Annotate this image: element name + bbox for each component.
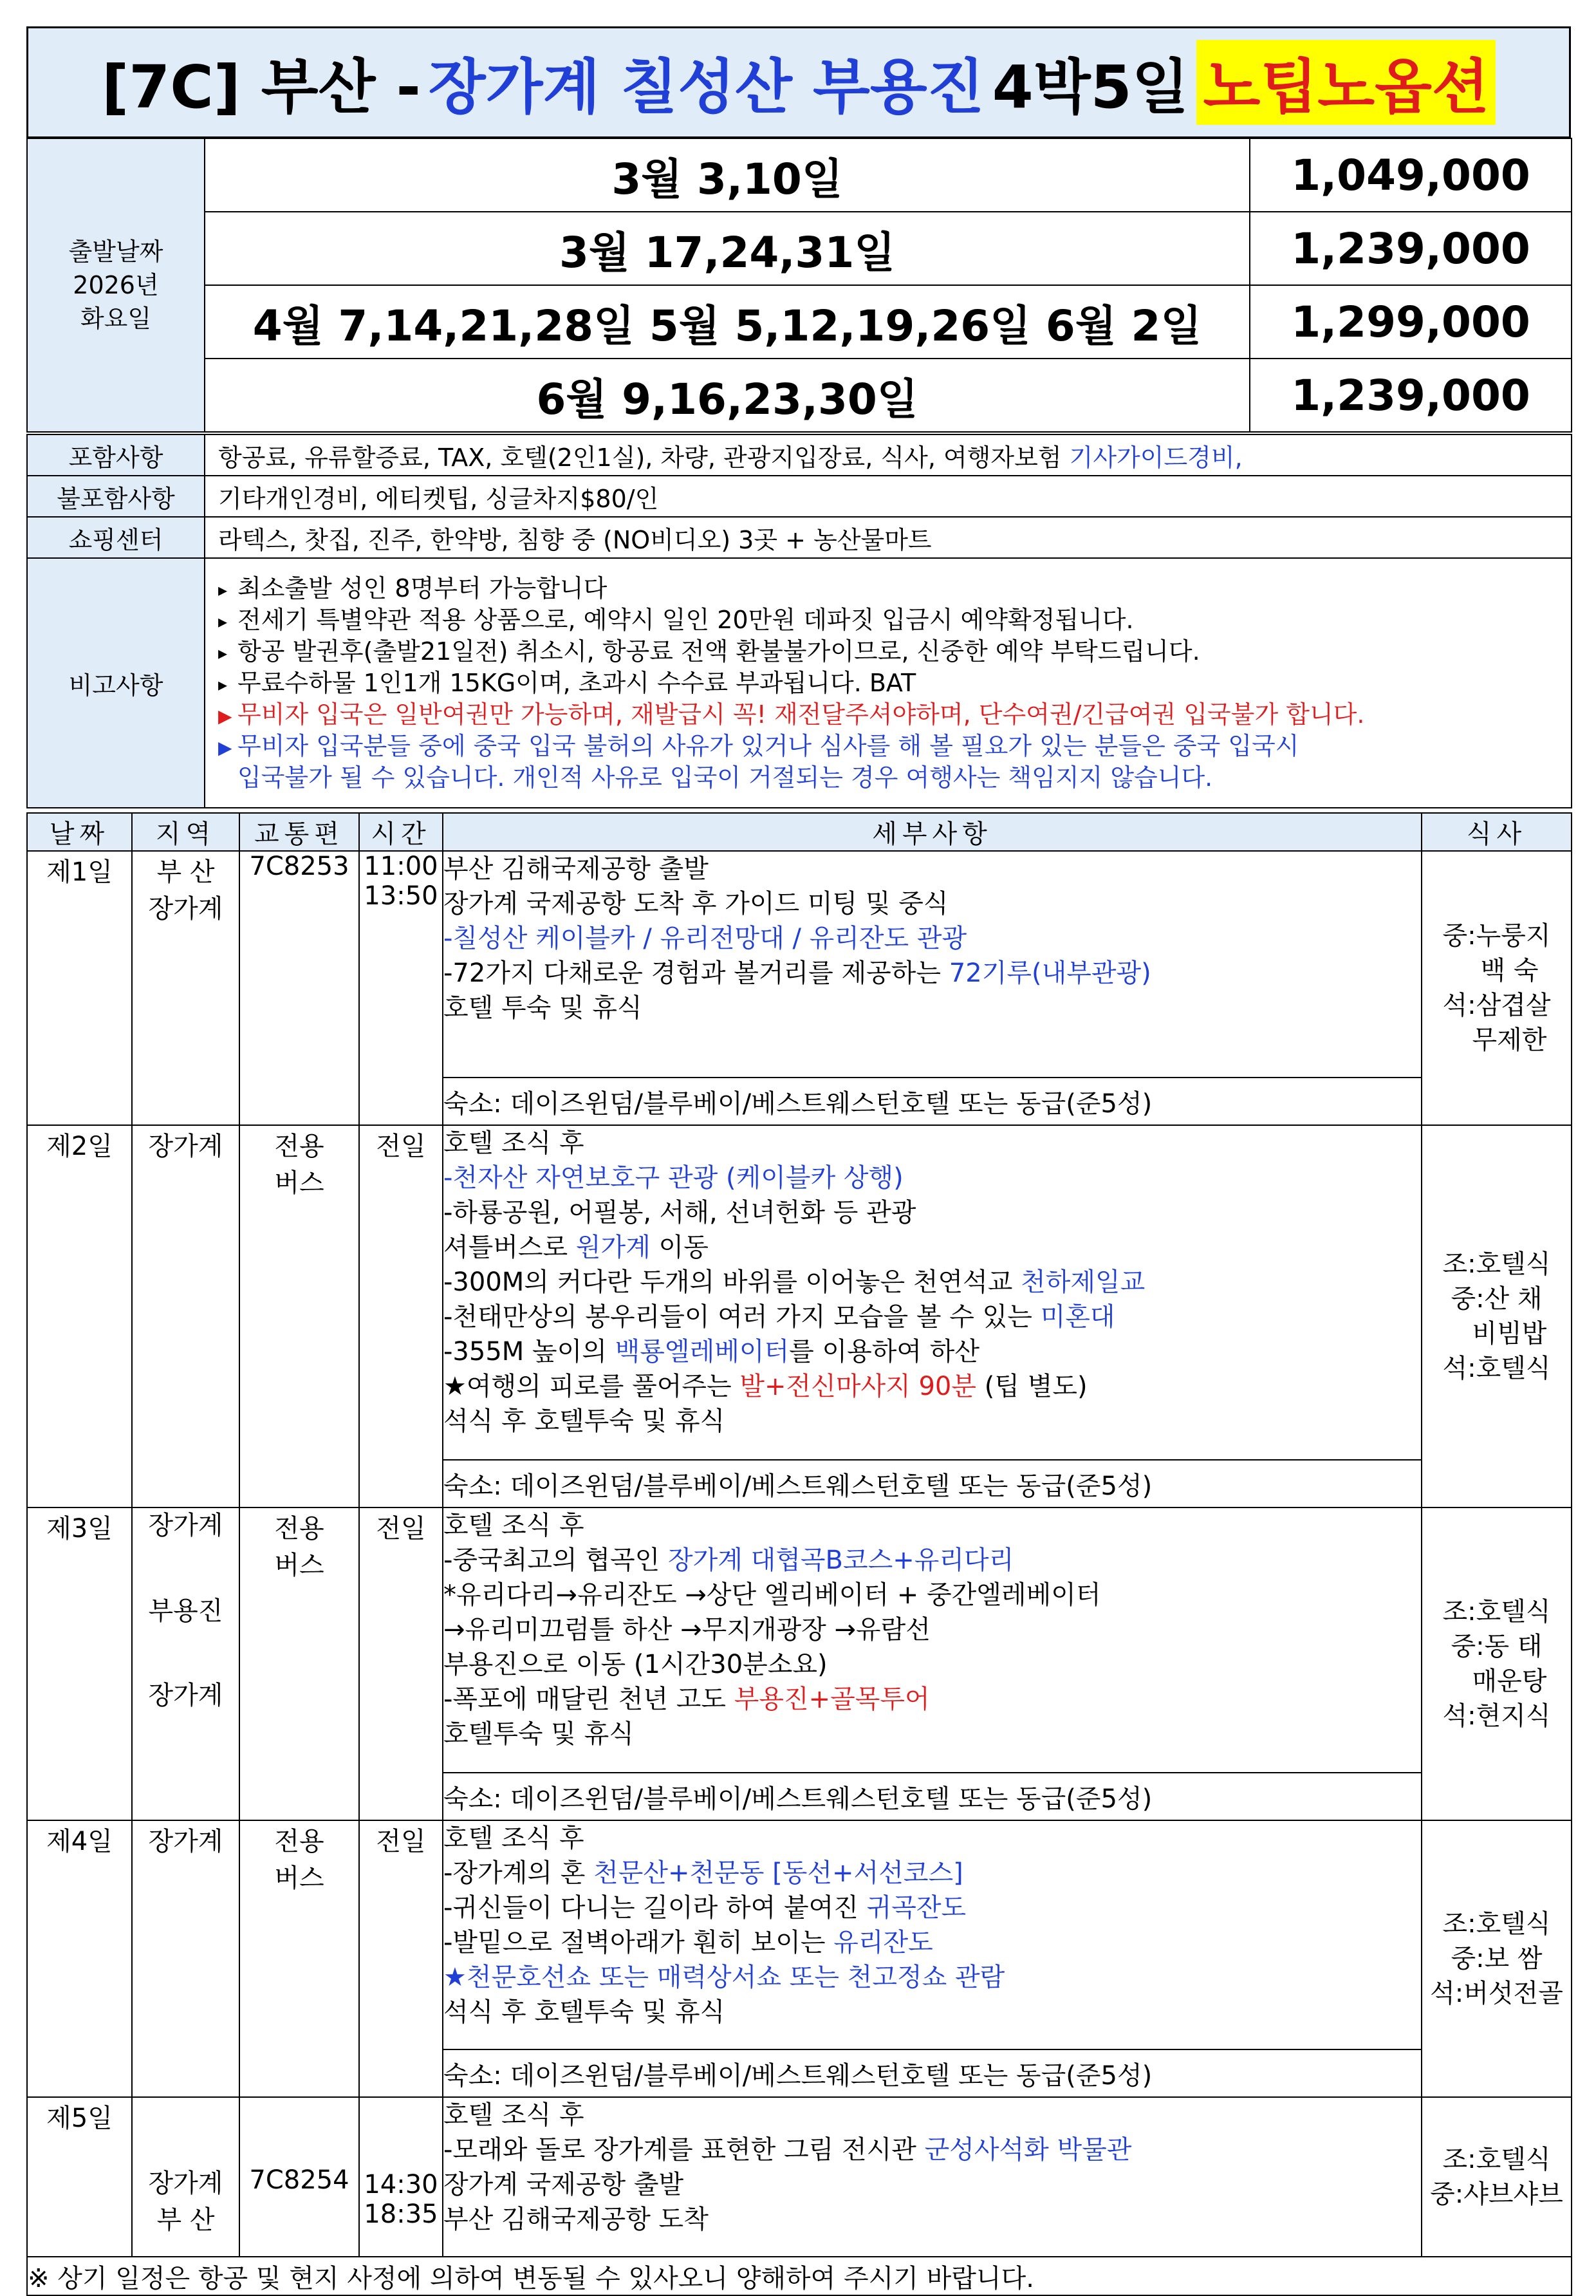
footer-disclaimer: ※ 상기 일정은 항공 및 현지 사정에 의하여 변동될 수 있사오니 양해하여 주시기 바랍니다. [27,2257,1572,2295]
meals: 조:호텔식 중:동 태 매운탕 석:현지식 [1422,1507,1572,1820]
triangle-icon: ▶ [218,736,232,758]
red-note: ▶ 무비자 입국은 일반여권만 가능하며, 재발급시 꼭! 재전달주셔야하며, 단수여권/긴급여권 입국불가 합니다. [218,700,1571,731]
bullet-icon: ▸ [218,579,228,601]
flight-number: 7C8254 [239,2097,359,2257]
flight-time: 14:30 18:35 [359,2097,443,2257]
time: 전일 [359,1125,443,1507]
day-label: 제1일 [27,851,132,1125]
header-time: 시간 [359,813,443,851]
header-day: 날짜 [27,813,132,851]
note-item: ▸ 최소출발 성인 8명부터 가능합니다 [218,574,1571,605]
page-title [26,26,1571,138]
time: 전일 [359,1507,443,1820]
hotel-info: 숙소: 데이즈윈덤/블루베이/베스트웨스턴호텔 또는 동급(준5성) [443,1078,1422,1125]
departure-dates: 4월 7,14,21,28일 5월 5,12,19,26일 6월 2일 [205,285,1250,359]
day-label: 제4일 [27,1820,132,2097]
time: 전일 [359,1820,443,2097]
transport: 전용 버스 [239,1820,359,2097]
triangle-icon: ▶ [218,705,232,727]
day-details: 호텔 조식 후 -모래와 돌로 장가계를 표현한 그림 전시관 군성사석화 박물관 장가계 국제공항 출발 부산 김해국제공항 도착 [443,2097,1422,2257]
included-label: 포함사항 [27,434,205,476]
region: 장가계 부용진 장가계 [132,1507,239,1820]
bullet-icon: ▸ [218,673,228,695]
day-details: 호텔 조식 후 -장가계의 혼 천문산+천문동 [동선+서선코스] -귀신들이 다니는 길이라 하여 붙여진 귀곡잔도 -발밑으로 절벽아래가 훤히 보이는 유리잔도 ★천문호선쇼 또는 매력상서쇼 또는 천고정쇼 관람 석식 후 호텔투숙 및 휴식 [443,1820,1422,2049]
departure-price: 1,299,000 [1250,285,1572,359]
region: 장가계 [132,1820,239,2097]
bullet-icon: ▸ [218,610,228,632]
region: 부 산 장가계 [132,851,239,1125]
flight-number: 7C8253 [239,851,359,1125]
title-duration: 4박5일 [992,53,1189,122]
day-label: 제2일 [27,1125,132,1507]
header-meals: 식사 [1422,813,1572,851]
departure-price: 1,049,000 [1250,138,1572,212]
itinerary-header [27,813,1572,851]
blue-note: ▶ 무비자 입국분들 중에 중국 입국 불허의 사유가 있거나 심사를 해 볼 필요가 있는 분들은 중국 입국시 [218,731,1571,763]
title-destination: 장가계 칠성산 부용진 [428,53,985,122]
departure-label: 출발날짜 2026년 화요일 [27,138,205,432]
bullet-icon: ▸ [218,642,228,664]
region: 장가계 부 산 [132,2097,239,2257]
notes-label: 비고사항 [27,558,205,808]
notes-content [205,558,1572,808]
transport: 전용 버스 [239,1507,359,1820]
hotel-info: 숙소: 데이즈윈덤/블루베이/베스트웨스턴호텔 또는 동급(준5성) [443,1773,1422,1820]
note-item: ▸ 항공 발권후(출발21일전) 취소시, 항공료 전액 환불불가이므로, 신중한 예약 부탁드립니다. [218,637,1571,668]
flight-time: 11:00 13:50 [359,851,443,1125]
region: 장가계 [132,1125,239,1507]
included-value: 항공료, 유류할증료, TAX, 호텔(2인1실), 차량, 관광지입장료, 식사, 여행자보험 기사가이드경비, [205,434,1572,476]
meals: 조:호텔식 중:보 쌈 석:버섯전골 [1422,1820,1572,2097]
transport: 전용 버스 [239,1125,359,1507]
day-details: 호텔 조식 후 -중국최고의 협곡인 장가계 대협곡B코스+유리다리 *유리다리→유리잔도 →상단 엘리베이터 + 중간엘레베이터 →유리미끄럼틀 하산 →무지개광장 →유람선 부용진으로 이동 (1시간30분소요) -폭포에 매달린 천년 고도 부용진+골목투어 호텔투숙 및 휴식 [443,1507,1422,1773]
note-item: ▸ 전세기 특별약관 적용 상품으로, 예약시 일인 20만원 데파짓 입금시 예약확정됩니다. [218,605,1571,637]
hotel-info: 숙소: 데이즈윈덤/블루베이/베스트웨스턴호텔 또는 동급(준5성) [443,2049,1422,2097]
info-table [26,434,1572,808]
hotel-info: 숙소: 데이즈윈덤/블루베이/베스트웨스턴호텔 또는 동급(준5성) [443,1460,1422,1507]
blue-note-cont: 입국불가 될 수 있습니다. 개인적 사유로 입국이 거절되는 경우 여행사는 책임지지 않습니다. [237,763,1213,792]
day-details: 호텔 조식 후 -천자산 자연보호구 관광 (케이블카 상행) -하룡공원, 어필봉, 서해, 선녀헌화 등 관광 셔틀버스로 원가계 이동 -300M의 커다란 두개의 바위를 이어놓은 천연석교 천하제일교 -천태만상의 봉우리들이 여러 가지 모습을 볼 수 있는 미혼대 -355M 높이의 백룡엘레베이터를 이용하여 하산 ★여행의 피로를 풀어주는 발+전신마사지 90분 (팁 별도) 석식 후 호텔투숙 및 휴식 [443,1125,1422,1460]
no-tip-no-option-badge: 노팁노옵션 [1196,40,1495,125]
departure-table [26,138,1572,433]
excluded-value: 기타개인경비, 에티켓팁, 싱글차지$80/인 [205,476,1572,517]
departure-price: 1,239,000 [1250,359,1572,432]
departure-dates: 3월 3,10일 [205,138,1250,212]
itinerary-table [26,812,1572,2296]
day-label: 제5일 [27,2097,132,2257]
departure-dates: 6월 9,16,23,30일 [205,359,1250,432]
departure-price: 1,239,000 [1250,212,1572,285]
header-region: 지역 [132,813,239,851]
included-blue: 기사가이드경비, [1069,443,1243,472]
shopping-value: 라텍스, 찻집, 진주, 한약방, 침향 중 (NO비디오) 3곳 + 농산물마트 [205,517,1572,558]
meals: 조:호텔식 중:샤브샤브 [1422,2097,1572,2257]
departure-dates: 3월 17,24,31일 [205,212,1250,285]
shopping-label: 쇼핑센터 [27,517,205,558]
header-details: 세부사항 [443,813,1422,851]
meals: 중:누룽지 백 숙 석:삼겹살 무제한 [1422,851,1572,1125]
note-item: ▸ 무료수하물 1인1개 15KG이며, 초과시 수수료 부과됩니다. BAT [218,668,1571,700]
meals: 조:호텔식 중:산 채 비빔밥 석:호텔식 [1422,1125,1572,1507]
day-details: 부산 김해국제공항 출발 장가계 국제공항 도착 후 가이드 미팅 및 중식 -칠성산 케이블카 / 유리전망대 / 유리잔도 관광 -72가지 다채로운 경험과 볼거리를 제공하는 72기루(내부관광) 호텔 투숙 및 휴식 [443,851,1422,1078]
header-transport: 교통편 [239,813,359,851]
title-prefix: [7C] 부산 - [102,53,421,122]
excluded-label: 불포함사항 [27,476,205,517]
day-label: 제3일 [27,1507,132,1820]
